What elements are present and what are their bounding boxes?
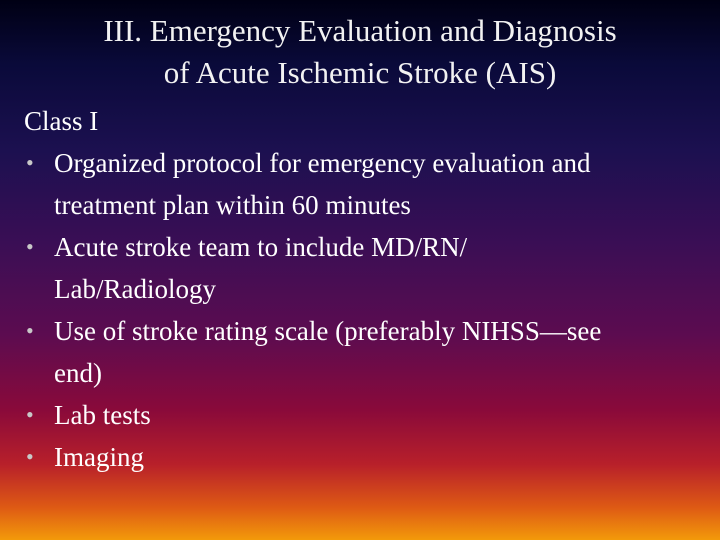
bullet-icon: • <box>26 318 34 343</box>
slide-body <box>24 100 704 478</box>
list-item-line-2: end) <box>54 358 102 388</box>
bullet-icon: • <box>26 402 34 427</box>
title-line-2: of Acute Ischemic Stroke (AIS) <box>163 55 557 90</box>
list-item <box>24 394 704 436</box>
bullet-icon: • <box>26 234 34 259</box>
bullet-icon: • <box>26 444 34 469</box>
class-subhead: Class I <box>24 106 99 136</box>
list-item-line-1: Use of stroke rating scale (preferably NIHSS—see <box>54 316 602 346</box>
list-item <box>24 436 704 478</box>
list-item <box>24 310 704 394</box>
slide-title <box>0 10 720 94</box>
list-item-line-1: Organized protocol for emergency evaluation and <box>54 148 591 178</box>
bullet-list <box>24 142 704 478</box>
list-item-line-1: Acute stroke team to include MD/RN/ <box>54 232 468 262</box>
title-line-1: III. Emergency Evaluation and Diagnosis <box>103 13 617 48</box>
list-item-line-1: Lab tests <box>54 400 151 430</box>
list-item <box>24 226 704 310</box>
list-item-line-2: treatment plan within 60 minutes <box>54 190 411 220</box>
bullet-icon: • <box>26 150 34 175</box>
list-item <box>24 142 704 226</box>
list-item-line-2: Lab/Radiology <box>54 274 216 304</box>
list-item-line-1: Imaging <box>54 442 144 472</box>
